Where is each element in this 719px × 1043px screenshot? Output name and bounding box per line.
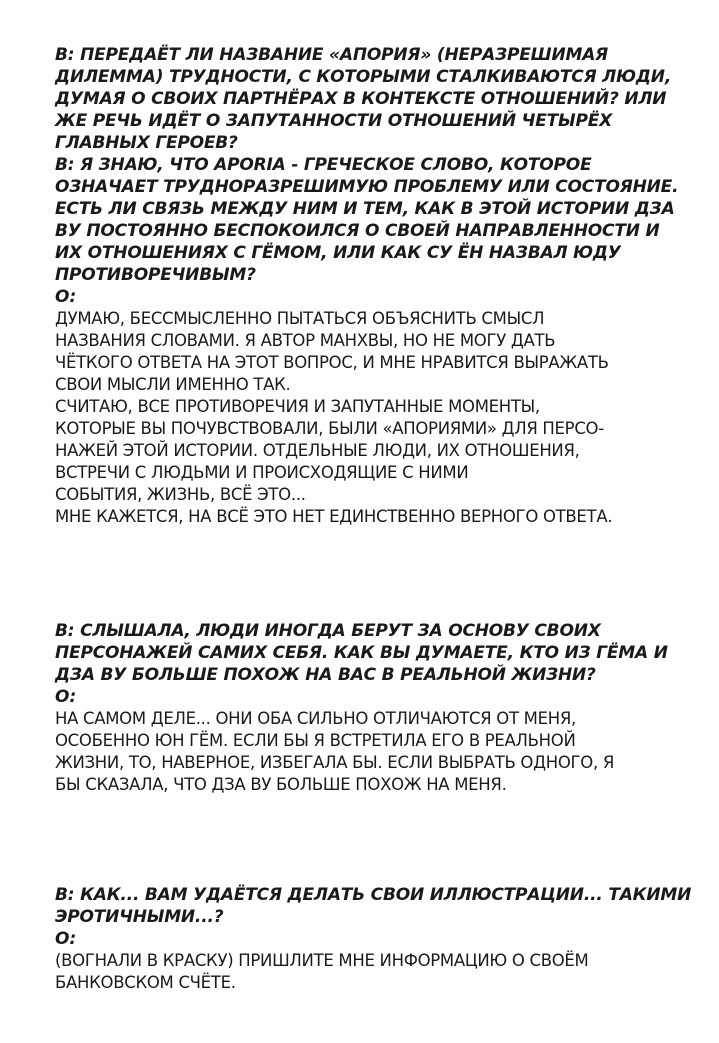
answer-label: О: xyxy=(55,929,77,949)
question-text: В: КАК... ВАМ УДАЁТСЯ ДЕЛАТЬ СВОИ ИЛЛЮСТРАЦИИ... ТАКИМИ ЭРОТИЧНЫМИ...? xyxy=(55,885,692,927)
answer-text: ДУМАЮ, БЕССМЫСЛЕННО ПЫТАТЬСЯ ОБЪЯСНИТЬ СМЫСЛ НАЗВАНИЯ СЛОВАМИ. Я АВТОР МАНХВЫ, НО НЕ МОГУ ДАТЬ ЧЁТКОГО ОТВЕТА НА ЭТОТ ВОПРОС, И МНЕ НРАВИТСЯ ВЫРАЖАТЬ СВОИ МЫСЛИ ИМЕННО ТАК. СЧИТАЮ, ВСЕ ПРОТИВОРЕЧИЯ И ЗАПУТАННЫЕ МОМЕНТЫ, КОТОРЫЕ ВЫ ПОЧУВСТВОВАЛИ, БЫЛИ «АПОРИЯМИ» ДЛЯ ПЕРСО- НАЖЕЙ ЭТОЙ ИСТОРИИ. ОТДЕЛЬНЫЕ ЛЮДИ, ИХ ОТНОШЕНИЯ, ВСТРЕЧИ С ЛЮДЬМИ И ПРОИСХОДЯЩИЕ С НИМИ СОБЫТИЯ, ЖИЗНЬ, ВСЁ ЭТО... МНЕ КАЖЕТСЯ, НА ВСЁ ЭТО НЕТ ЕДИНСТВЕННО ВЕРНОГО ОТВЕТА. xyxy=(55,309,613,526)
answer-text: (ВОГНАЛИ В КРАСКУ) ПРИШЛИТЕ МНЕ ИНФОРМАЦИЮ О СВОЁМ БАНКОВСКОМ СЧЁТЕ. xyxy=(55,951,589,992)
question-text: В: СЛЫШАЛА, ЛЮДИ ИНОГДА БЕРУТ ЗА ОСНОВУ СВОИХ ПЕРСОНАЖЕЙ САМИХ СЕБЯ. КАК ВЫ ДУМАЕТЕ, КТО ИЗ ГЁМА И ДЗА ВУ БОЛЬШЕ ПОХОЖ НА ВАС В РЕАЛЬНОЙ ЖИЗНИ? xyxy=(55,621,668,685)
answer-label: О: xyxy=(55,687,77,707)
qa-block xyxy=(55,884,691,994)
answer-label: О: xyxy=(55,287,77,307)
qa-block xyxy=(55,44,678,528)
question-text: В: Я ЗНАЮ, ЧТО APORIA - ГРЕЧЕСКОЕ СЛОВО, КОТОРОЕ ОЗНАЧАЕТ ТРУДНОРАЗРЕШИМУЮ ПРОБЛЕМУ ИЛИ СОСТОЯНИЕ. ЕСТЬ ЛИ СВЯЗЬ МЕЖДУ НИМ И ТЕМ, КАК В ЭТОЙ ИСТОРИИ ДЗА ВУ ПОСТОЯННО БЕСПОКОИЛСЯ О СВОЕЙ НАПРАВЛЕННОСТИ И ИХ ОТНОШЕНИЯХ С ГЁМОМ, ИЛИ КАК СУ ЁН НАЗВАЛ ЮДУ ПРОТИВОРЕЧИВЫМ? xyxy=(55,155,679,285)
qa-block xyxy=(55,620,668,796)
question-text: В: ПЕРЕДАЁТ ЛИ НАЗВАНИЕ «АПОРИЯ» (НЕРАЗРЕШИМАЯ ДИЛЕММА) ТРУДНОСТИ, С КОТОРЫМИ СТАЛКИВАЮТСЯ ЛЮДИ, ДУМАЯ О СВОИХ ПАРТНЁРАХ В КОНТЕКСТЕ ОТНОШЕНИЙ? ИЛИ ЖЕ РЕЧЬ ИДЁТ О ЗАПУТАННОСТИ ОТНОШЕНИЙ ЧЕТЫРЁХ ГЛАВНЫХ ГЕРОЕВ? xyxy=(55,45,672,153)
answer-text: НА САМОМ ДЕЛЕ... ОНИ ОБА СИЛЬНО ОТЛИЧАЮТСЯ ОТ МЕНЯ, ОСОБЕННО ЮН ГЁМ. ЕСЛИ БЫ Я ВСТРЕТИЛА ЕГО В РЕАЛЬНОЙ ЖИЗНИ, ТО, НАВЕРНОЕ, ИЗБЕГАЛА БЫ. ЕСЛИ ВЫБРАТЬ ОДНОГО, Я БЫ СКАЗАЛА, ЧТО ДЗА ВУ БОЛЬШЕ ПОХОЖ НА МЕНЯ. xyxy=(55,709,615,794)
